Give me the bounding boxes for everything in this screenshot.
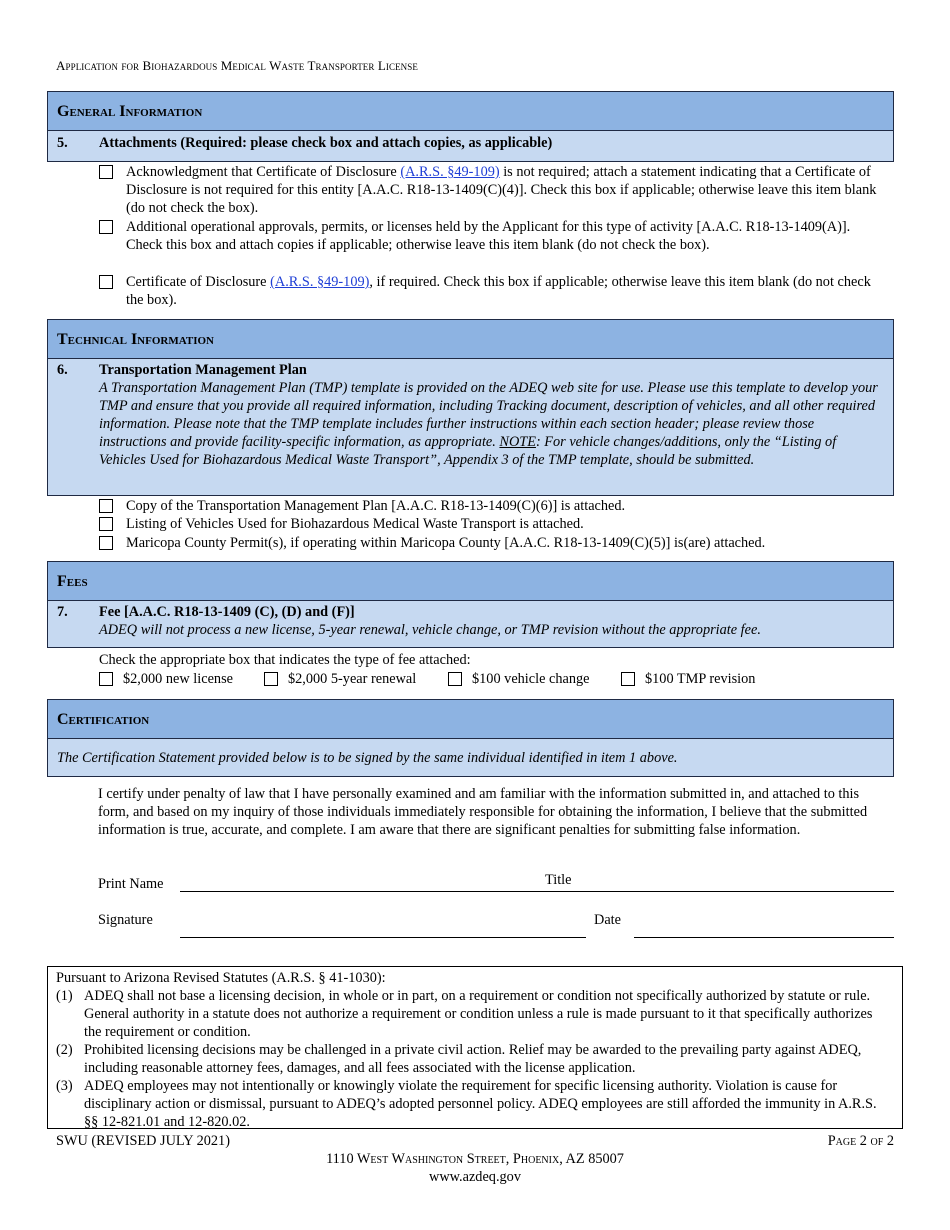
item-note: ADEQ will not process a new license, 5-year renewal, vehicle change, or TMP revision without the appropriate fee. xyxy=(99,622,761,638)
date-label: Date xyxy=(594,912,621,928)
checkbox-fee-new-license[interactable] xyxy=(99,672,113,686)
title-label: Title xyxy=(545,872,572,888)
checkbox-disclosure[interactable] xyxy=(99,275,113,289)
item-title: Attachments (Required: please check box and attach copies, as applicable) xyxy=(99,135,553,151)
section-heading-certification: Certification xyxy=(47,699,894,739)
checkbox-tmp-copy[interactable] xyxy=(99,499,113,513)
document-header: Application for Biohazardous Medical Waste Transporter License xyxy=(56,58,418,73)
checkbox-fee-vehicle-change[interactable] xyxy=(448,672,462,686)
certification-statement: I certify under penalty of law that I have personally examined and am familiar with the information submitted in, and attached to this form, and based on my inquiry of those individuals immediately responsible for obtaining the information, I believe that the submitted information is true, accurate, and complete. I am aware that there are significant penalties for submitting false information. xyxy=(98,786,868,838)
checkbox-maricopa[interactable] xyxy=(99,536,113,550)
item-number: 5. xyxy=(57,135,68,151)
footer-website: www.azdeq.gov xyxy=(429,1169,521,1185)
certification-note-box xyxy=(47,739,894,777)
date-line[interactable] xyxy=(634,937,894,938)
option-text: Copy of the Transportation Management Plan [A.A.C. R18-13-1409(C)(6)] is attached. xyxy=(126,498,626,514)
item-7-header xyxy=(47,601,894,648)
statutes-intro: Pursuant to Arizona Revised Statutes (A.R.S. § 41-1030): xyxy=(56,970,386,986)
certification-note: The Certification Statement provided below is to be signed by the same individual identified in item 1 above. xyxy=(57,750,678,766)
option-text: Listing of Vehicles Used for Biohazardous Medical Waste Transport is attached. xyxy=(126,516,584,532)
checkbox-fee-tmp-revision[interactable] xyxy=(621,672,635,686)
footer-address: 1110 West Washington Street, Phoenix, AZ 85007 xyxy=(326,1151,624,1167)
option-text: Certificate of Disclosure (A.R.S. §49-109), if required. Check this box if applicable; otherwise leave this item blank (do not check the box). xyxy=(126,274,871,308)
checkbox-approvals[interactable] xyxy=(99,220,113,234)
item-5-header xyxy=(47,131,894,162)
item-title: Fee [A.A.C. R18-13-1409 (C), (D) and (F)] xyxy=(99,604,355,620)
fee-prompt: Check the appropriate box that indicates the type of fee attached: xyxy=(99,652,471,668)
checkbox-disclosure-ack[interactable] xyxy=(99,165,113,179)
statutes-box: Pursuant to Arizona Revised Statutes (A.R.S. § 41-1030): (1) ADEQ shall not base a licensing decision, in whole or in part, on a requirement or condition not specifically authorized by statute or rule. General authority in a statute does not authorize a requirement or condition unless a rule is made pursuant to it that specifically authorizes the requirement or condition. (2) Prohibited licensing decisions may be challenged in a private civil action. Relief may be awarded to the prevailing party against ADEQ, including reasonable attorney fees, damages, and all fees associated with the license application. (3) ADEQ employees may not intentionally or knowingly violate the requirement for specific licensing authority. Violation is cause for disciplinary action or dismissal, pursuant to ADEQ’s adopted personnel policy. ADEQ employees are still afforded the immunity in A.R.S. §§ 12-821.01 and 12-820.02. xyxy=(47,966,903,1129)
item-number: 6. xyxy=(57,362,68,378)
item-note: A Transportation Management Plan (TMP) template is provided on the ADEQ web site for use. Please use this template to develop your TMP and ensure that you provide all required information, including Tracking document, description of vehicles, and all other required information. Please note that the TMP template includes further instructions within each section header; please review those instructions and provide facility-specific information, as appropriate. NOTE: For vehicle changes/additions, only the “Listing of Vehicles Used for Biohazardous Medical Waste Transport”, Appendix 3 of the TMP template, should be submitted. xyxy=(99,380,878,468)
section-heading-general: General Information xyxy=(47,91,894,131)
form-revision: SWU (REVISED JULY 2021) xyxy=(56,1133,230,1149)
print-name-label: Print Name xyxy=(98,876,164,892)
ars-49-109-link[interactable]: (A.R.S. §49-109) xyxy=(270,274,370,290)
item-number: 7. xyxy=(57,604,68,620)
section-heading-fees: Fees xyxy=(47,561,894,601)
print-name-title-line[interactable] xyxy=(180,891,894,892)
signature-label: Signature xyxy=(98,912,153,928)
option-text: Additional operational approvals, permits, or licenses held by the Applicant for this type of activity [A.A.C. R18-13-1409(A)]. Check this box and attach copies if applicable; otherwise leave this item blank (do not check the box). xyxy=(126,219,851,253)
option-text: Acknowledgment that Certificate of Disclosure (A.R.S. §49-109) is not required; attach a statement indicating that a Certificate of Disclosure is not required for this entity [A.A.C. R18-13-1409(C)(4)]. Check this box if applicable; otherwise leave this item blank (do not check the box). xyxy=(126,164,877,216)
page-number: Page 2 of 2 xyxy=(827,1133,894,1149)
section-heading-technical: Technical Information xyxy=(47,319,894,359)
checkbox-fee-renewal[interactable] xyxy=(264,672,278,686)
ars-49-109-link[interactable]: (A.R.S. §49-109) xyxy=(400,164,500,180)
note-label: NOTE xyxy=(499,434,536,450)
item-6-header xyxy=(47,359,894,496)
signature-line[interactable] xyxy=(180,937,586,938)
item-title: Transportation Management Plan xyxy=(99,362,307,378)
option-text: Maricopa County Permit(s), if operating within Maricopa County [A.A.C. R18-13-1409(C)(5)] is(are) attached. xyxy=(126,535,766,551)
checkbox-vehicles[interactable] xyxy=(99,517,113,531)
